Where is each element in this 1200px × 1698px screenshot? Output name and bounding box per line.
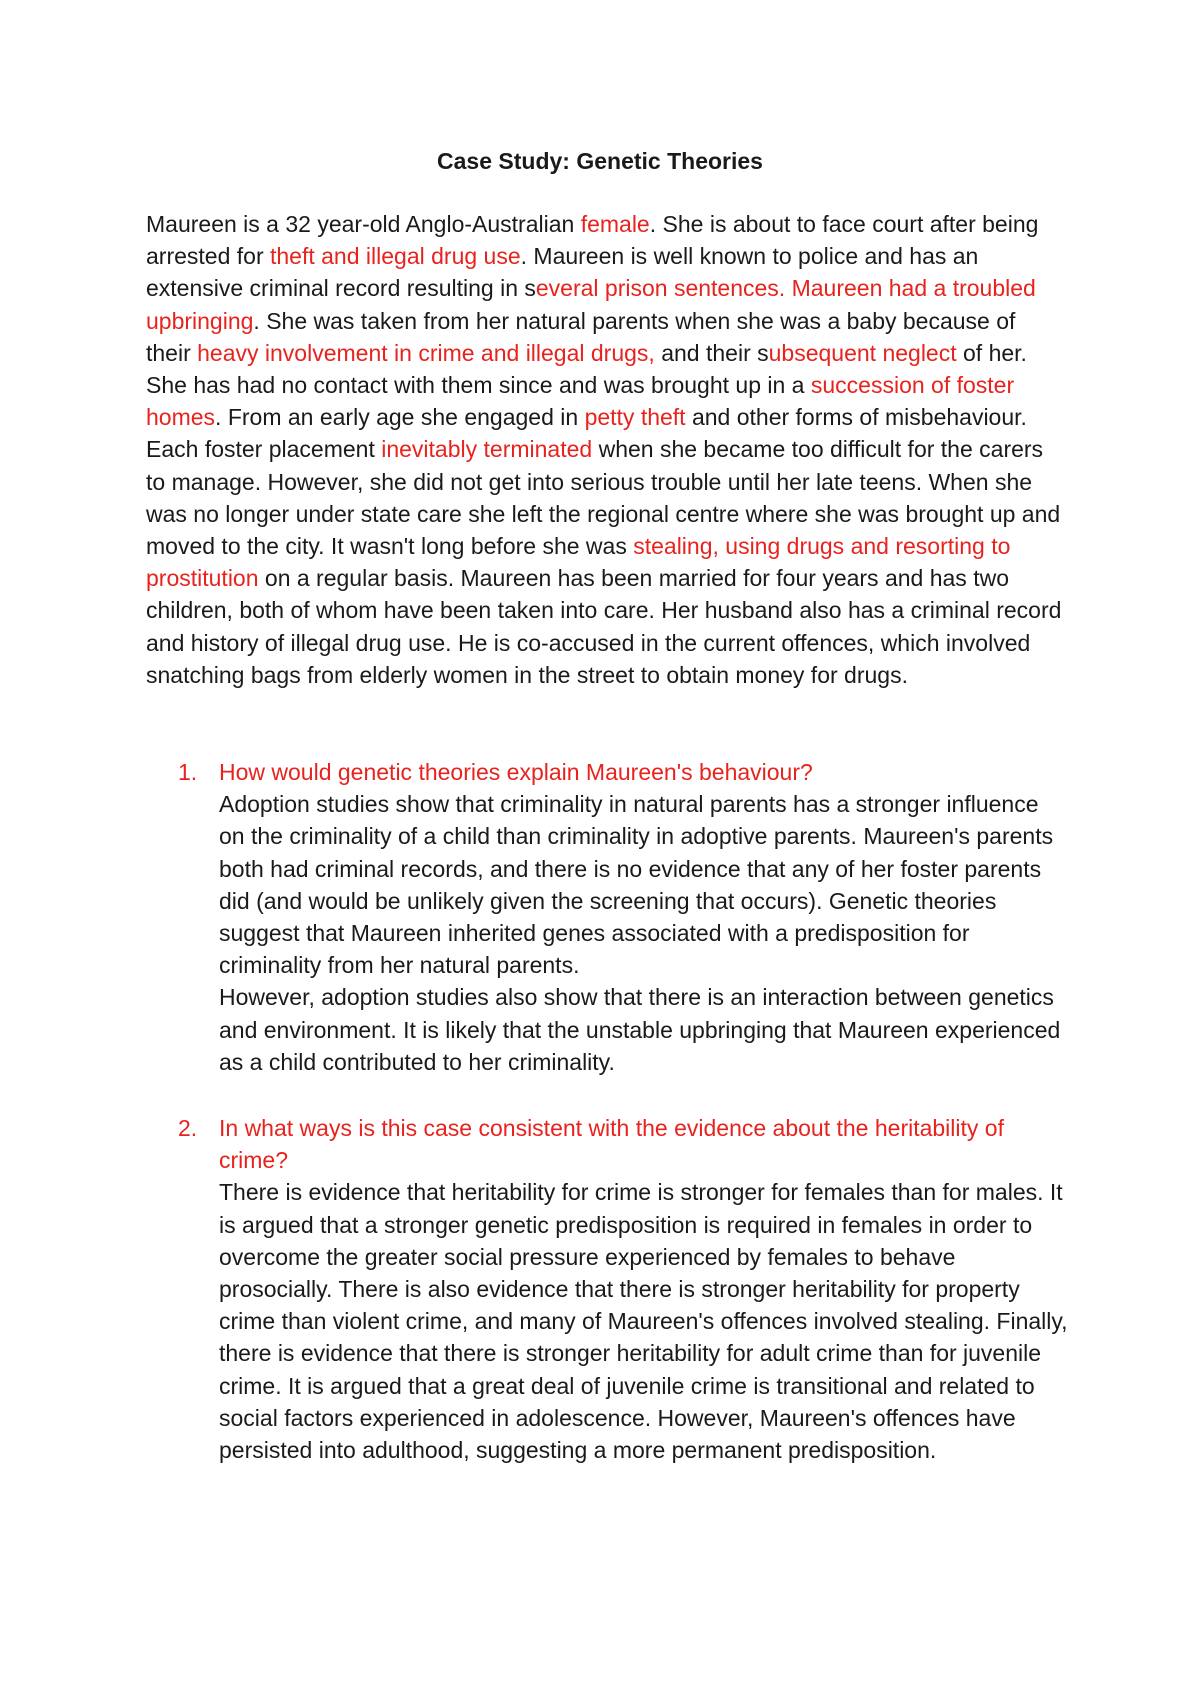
question-text: How would genetic theories explain Maureen's behaviour? <box>219 759 813 785</box>
question-item-1 <box>178 756 1068 1078</box>
intro-segment: on a regular basis. Maureen has been married for four years and has two children, both of whom have been taken into care. Her husband also has a criminal record and history of illegal drug use. He is co-accused in the current offences, which involved snatching bags from elderly women in the street to obtain money for drugs. <box>146 565 1062 688</box>
question-body <box>219 756 1068 1078</box>
intro-segment: when she became too difficult for the carers to manage. However, she did not get into serious trouble until her late teens. When she was no longer under state care she left the regional centre where she was brought up and moved to the city. It wasn't long before she was <box>146 436 1061 560</box>
answer-paragraph: Adoption studies show that criminality in natural parents has a stronger influence on the criminality of a child than criminality in adoptive parents. Maureen's parents both had criminal records, and there is no evidence that any of her foster parents did (and would be unlikely given the screening that occurs). Genetic theories suggest that Maureen inherited genes associated with a predisposition for criminality from her natural parents. <box>219 791 1054 979</box>
intro-segment: and their s <box>654 339 769 366</box>
intro-highlight: petty theft <box>584 404 686 431</box>
intro-highlight: stealing, using drugs and resorting to prostitution <box>146 533 1011 592</box>
intro-segment: . Maureen is well known to police and has an extensive criminal record resulting in s <box>146 243 979 302</box>
case-description <box>146 208 1066 691</box>
intro-segment: . From an early age she engaged in <box>215 404 585 431</box>
intro-segment: . She was taken from her natural parents when she was a baby because of their <box>146 307 1016 366</box>
intro-highlight: everal prison sentences. Maureen had a troubled upbringing <box>146 275 1036 334</box>
answer-paragraph: However, adoption studies also show that there is an interaction between genetics and environment. It is likely that the unstable upbringing that Maureen experienced as a child contributed to her criminality. <box>219 984 1061 1075</box>
intro-highlight: heavy involvement in crime and illegal drugs, <box>197 339 655 366</box>
intro-segment: Maureen is a 32 year-old Anglo-Australian <box>146 211 581 237</box>
intro-highlight: ubsequent neglect <box>768 339 957 366</box>
intro-highlight: theft and illegal drug use <box>270 243 521 270</box>
question-body <box>219 1112 1068 1466</box>
intro-highlight: female <box>580 211 650 237</box>
question-number: 1. <box>178 759 198 785</box>
question-item-2 <box>178 1112 1068 1466</box>
question-text: In what ways is this case consistent with the evidence about the heritability of crime? <box>219 1115 1004 1174</box>
intro-segment: . She is about to face court after being arrested for <box>146 211 1039 270</box>
intro-highlight: succession of foster homes <box>146 372 1015 431</box>
intro-highlight: inevitably terminated <box>381 436 593 463</box>
question-number: 2. <box>178 1115 198 1141</box>
page-title: Case Study: Genetic Theories <box>437 148 763 174</box>
answer-paragraph: There is evidence that heritability for crime is stronger for females than for males. It is argued that a stronger genetic predisposition is required in females in order to overcome the greater social pressure experienced by females to behave prosocially. There is also evidence that there is stronger heritability for property crime than violent crime, and many of Maureen's offences involved stealing. Finally, there is evidence that there is stronger heritability for adult crime than for juvenile crime. It is argued that a great deal of juvenile crime is transitional and related to social factors experienced in adolescence. However, Maureen's offences have persisted into adulthood, suggesting a more permanent predisposition. <box>219 1179 1068 1464</box>
intro-segment: of her. She has had no contact with them since and was brought up in a <box>146 339 1027 399</box>
intro-segment: and other forms of misbehaviour. Each foster placement <box>146 404 1027 463</box>
